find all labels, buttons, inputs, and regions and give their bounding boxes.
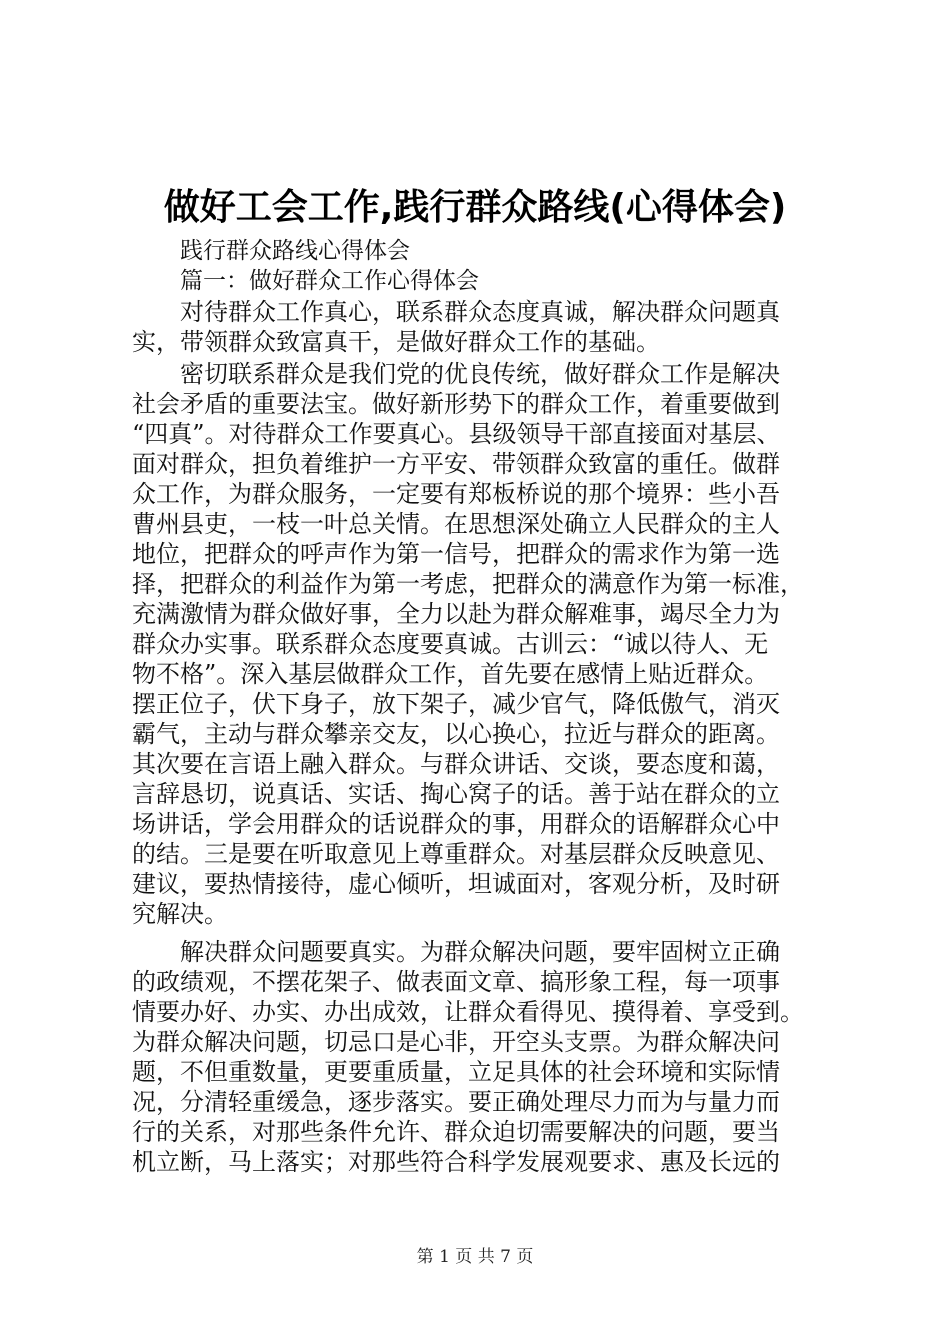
paragraph-line: 面对群众，担负着维护一方平安、带领群众致富的重任。做群 bbox=[132, 450, 780, 478]
paragraph-2 bbox=[132, 359, 852, 929]
paragraph-line: 曹州县吏，一枝一叶总关情。在思想深处确立人民群众的主人 bbox=[132, 510, 780, 538]
paragraph-3 bbox=[132, 937, 852, 1177]
paragraph-line: 场讲话，学会用群众的话说群众的事，用群众的语解群众心中 bbox=[132, 810, 780, 838]
paragraph-line: 机立断，马上落实；对那些符合科学发展观要求、惠及长远的 bbox=[132, 1148, 780, 1176]
paragraph-line: 况，分清轻重缓急，逐步落实。要正确处理尽力而为与量力而 bbox=[132, 1088, 780, 1116]
paragraph-line: 为群众解决问题，切忌口是心非，开空头支票。为群众解决问 bbox=[132, 1028, 780, 1056]
paragraph-line: 密切联系群众是我们党的优良传统，做好群众工作是解决 bbox=[180, 360, 780, 388]
paragraph-line: 行的关系，对那些条件允许、群众迫切需要解决的问题，要当 bbox=[132, 1118, 780, 1146]
paragraph-line: 地位，把群众的呼声作为第一信号，把群众的需求作为第一选 bbox=[132, 540, 780, 568]
document-title: 做好工会工作,践行群众路线(心得体会) bbox=[163, 187, 787, 228]
paragraph-line: 其次要在言语上融入群众。与群众讲话、交谈，要态度和蔼， bbox=[132, 750, 780, 778]
document-subtitle: 践行群众路线心得体会 bbox=[180, 238, 410, 264]
paragraph-line: 充满激情为群众做好事，全力以赴为群众解难事，竭尽全力为 bbox=[132, 600, 780, 628]
paragraph-line: 众工作，为群众服务，一定要有郑板桥说的那个境界：些小吾 bbox=[132, 480, 780, 508]
paragraph-line: 题，不但重数量，更要重质量，立足具体的社会环境和实际情 bbox=[132, 1058, 780, 1086]
paragraph-line: 霸气，主动与群众攀亲交友，以心换心，拉近与群众的距离。 bbox=[132, 720, 780, 748]
paragraph-line: 的结。三是要在听取意见上尊重群众。对基层群众反映意见、 bbox=[132, 840, 780, 868]
paragraph-line: 情要办好、办实、办出成效，让群众看得见、摸得着、享受到。 bbox=[132, 998, 804, 1026]
paragraph-line: 社会矛盾的重要法宝。做好新形势下的群众工作，着重要做到 bbox=[132, 390, 780, 418]
paragraph-line: 实，带领群众致富真干，是做好群众工作的基础。 bbox=[132, 328, 660, 356]
paragraph-line: 择，把群众的利益作为第一考虑，把群众的满意作为第一标准， bbox=[132, 570, 804, 598]
paragraph-line: 的政绩观，不摆花架子、做表面文章、搞形象工程，每一项事 bbox=[132, 968, 780, 996]
section-heading: 篇一：做好群众工作心得体会 bbox=[180, 268, 479, 294]
paragraph-line: 究解决。 bbox=[132, 900, 228, 928]
paragraph-line: 言辞恳切，说真话、实话、掏心窝子的话。善于站在群众的立 bbox=[132, 780, 780, 808]
paragraph-line: 摆正位子，伏下身子，放下架子，减少官气，降低傲气，消灭 bbox=[132, 690, 780, 718]
paragraph-line: 群众办实事。联系群众态度要真诚。古训云：“诚以待人、无 bbox=[132, 630, 769, 658]
paragraph-1 bbox=[132, 297, 852, 357]
page-footer: 第 1 页 共 7 页 bbox=[416, 1247, 534, 1267]
paragraph-line: “四真”。对待群众工作要真心。县级领导干部直接面对基层、 bbox=[132, 420, 781, 448]
paragraph-line: 对待群众工作真心，联系群众态度真诚，解决群众问题真 bbox=[180, 298, 780, 326]
paragraph-line: 建议，要热情接待，虚心倾听，坦诚面对，客观分析，及时研 bbox=[132, 870, 780, 898]
paragraph-line: 解决群众问题要真实。为群众解决问题，要牢固树立正确 bbox=[180, 938, 780, 966]
paragraph-line: 物不格”。深入基层做群众工作，首先要在感情上贴近群众。 bbox=[132, 660, 769, 688]
